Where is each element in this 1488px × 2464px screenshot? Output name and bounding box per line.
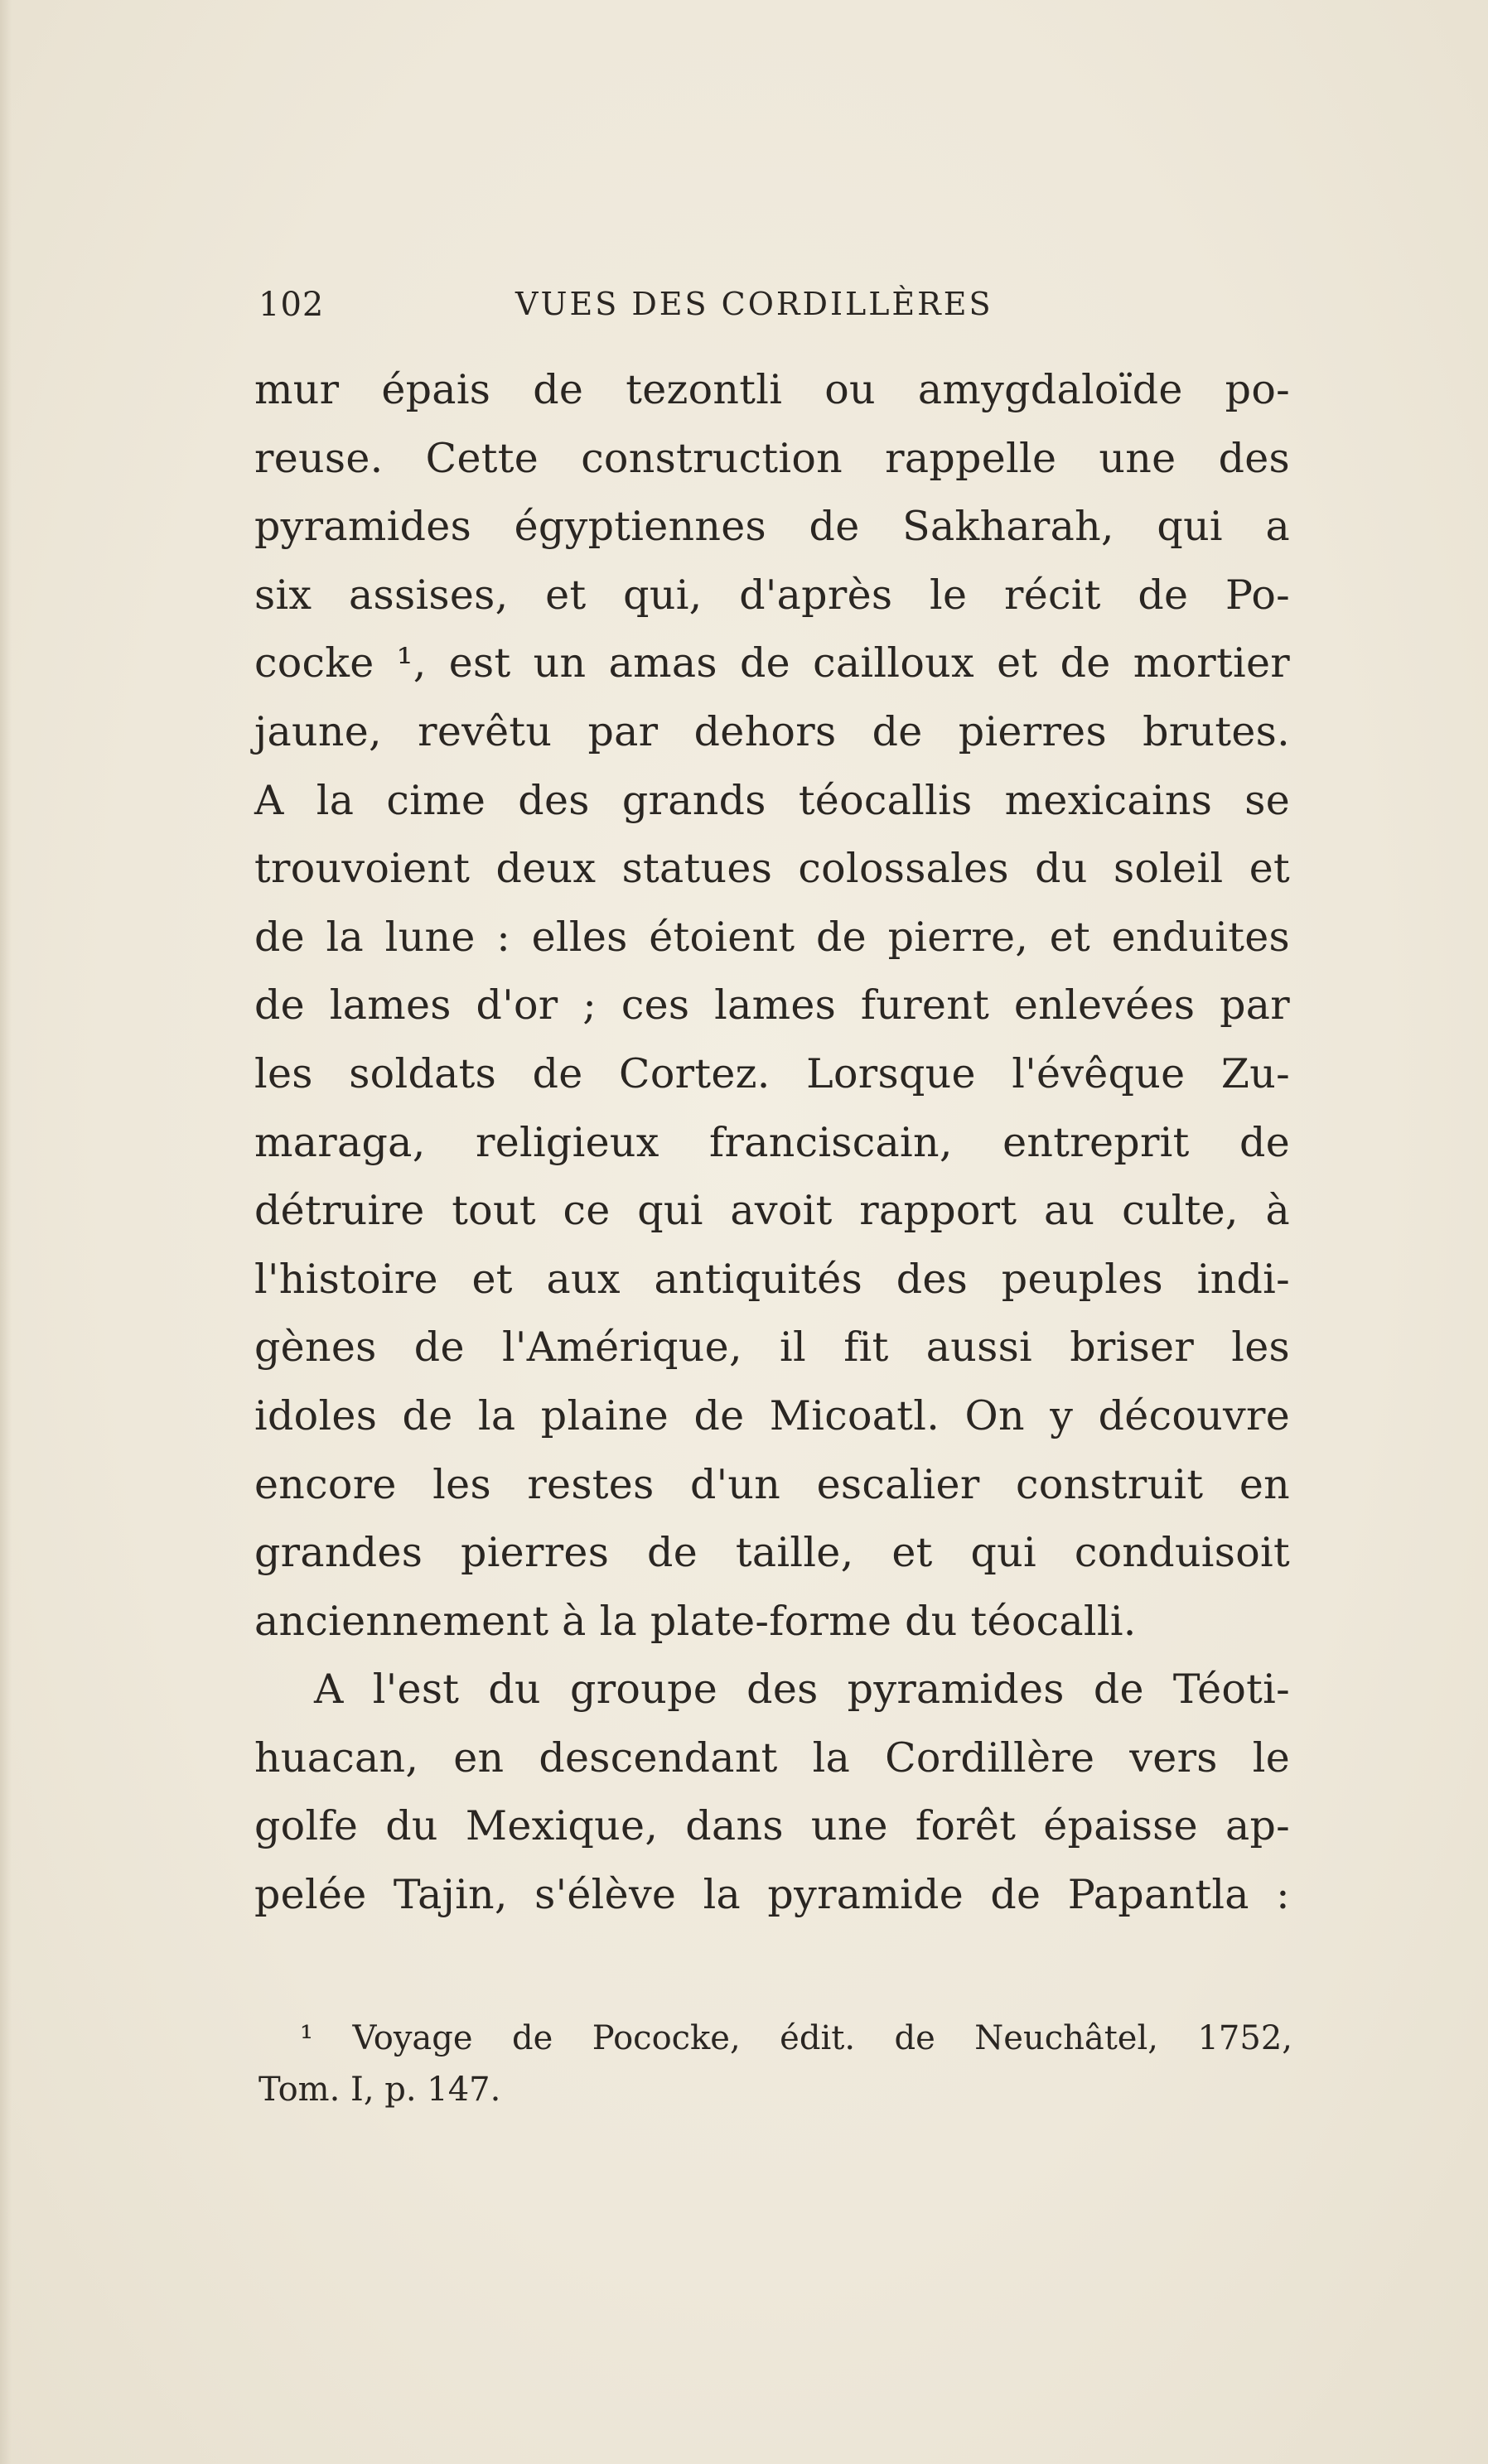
text-line: pyramides égyptiennes de Sakharah, qui a bbox=[254, 503, 1290, 551]
text-line: de la lune : elles étoient de pierre, et enduites bbox=[254, 913, 1290, 961]
running-head bbox=[258, 286, 1292, 335]
text-line: cocke ¹, est un amas de cailloux et de mortier bbox=[254, 639, 1290, 687]
text-line: A la cime des grands téocallis mexicains se bbox=[254, 776, 1290, 824]
page-number: 102 bbox=[258, 286, 325, 324]
text-line: A l'est du groupe des pyramides de Téoti- bbox=[314, 1666, 1290, 1714]
text-line: maraga, religieux franciscain, entreprit de bbox=[254, 1118, 1290, 1166]
text-line: huacan, en descendant la Cordillère vers le bbox=[254, 1733, 1290, 1782]
text-line: mur épais de tezontli ou amygdaloïde po- bbox=[254, 366, 1290, 413]
text-line: reuse. Cette construction rappelle une des bbox=[254, 434, 1290, 482]
footnote bbox=[258, 2013, 1292, 2115]
text-line: golfe du Mexique, dans une forêt épaisse ap- bbox=[254, 1802, 1290, 1850]
running-title: VUES DES CORDILLÈRES bbox=[515, 286, 993, 322]
text-line: trouvoient deux statues colossales du soleil et bbox=[254, 845, 1290, 893]
text-line: détruire tout ce qui avoit rapport au culte, à bbox=[254, 1187, 1290, 1235]
text-line: gènes de l'Amérique, il fit aussi briser les bbox=[254, 1324, 1290, 1372]
text-line: de lames d'or ; ces lames furent enlevées par bbox=[254, 981, 1290, 1029]
text-line: encore les restes d'un escalier construit en bbox=[254, 1460, 1290, 1508]
text-line: anciennement à la plate-forme du téocalli. bbox=[254, 1597, 1137, 1645]
text-line: six assises, et qui, d'après le récit de Po- bbox=[254, 571, 1290, 619]
text-line: les soldats de Cortez. Lorsque l'évêque Zu- bbox=[254, 1049, 1290, 1097]
footnote-line: ¹ Voyage de Pococke, édit. de Neuchâtel, 1752, bbox=[300, 2019, 1292, 2057]
page-edge-shadow bbox=[0, 0, 12, 2464]
text-line: pelée Tajin, s'élève la pyramide de Papantla : bbox=[254, 1871, 1290, 1919]
body-text bbox=[254, 356, 1290, 1930]
text-line: idoles de la plaine de Micoatl. On y découvre bbox=[254, 1391, 1290, 1439]
text-line: l'histoire et aux antiquités des peuples indi- bbox=[254, 1255, 1290, 1303]
text-line: grandes pierres de taille, et qui conduisoit bbox=[254, 1529, 1290, 1577]
footnote-line: Tom. I, p. 147. bbox=[258, 2071, 501, 2109]
text-line: jaune, revêtu par dehors de pierres brutes. bbox=[254, 707, 1290, 755]
